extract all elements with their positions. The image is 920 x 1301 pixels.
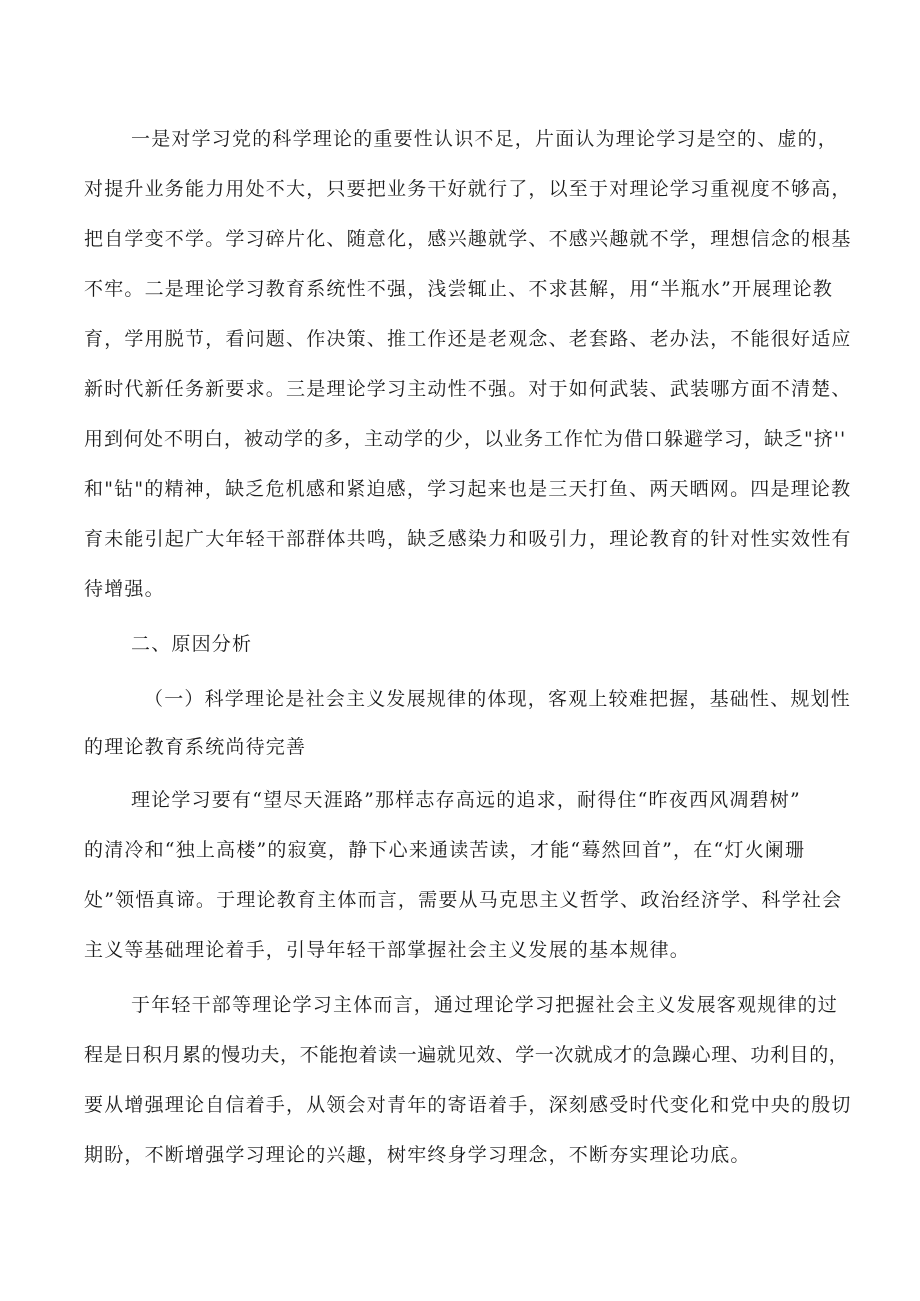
paragraph-1-line-2: 对提升业务能力用处不大，只要把业务干好就行了，以至于对理论学习重视度不够高， <box>84 178 852 200</box>
paragraph-3-line-3: 要从增强理论自信着手，从领会对青年的寄语着手，深刻感受时代变化和党中央的殷切 <box>84 1094 852 1116</box>
paragraph-1-line-4: 不牢。二是理论学习教育系统性不强，浅尝辄止、不求甚解，用“半瓶水”开展理论教 <box>84 278 834 300</box>
paragraph-1-line-1: 一是对学习党的科学理论的重要性认识不足，片面认为理论学习是空的、虚的， <box>131 128 839 150</box>
paragraph-3-line-2: 程是日积月累的慢功夫，不能抱着读一遍就见效、学一次就成才的急躁心理、功利目的， <box>84 1044 849 1066</box>
subheading-1-line-1: （一）科学理论是社会主义发展规律的体现，客观上较难把握，基础性、规划性 <box>144 688 852 710</box>
subheading-1-line-2: 的理论教育系统尚待完善 <box>84 736 307 758</box>
paragraph-3-line-1: 于年轻干部等理论学习主体而言，通过理论学习把握社会主义发展客观规律的过 <box>131 994 839 1016</box>
paragraph-1-line-6: 新时代新任务新要求。三是理论学习主动性不强。对于如何武装、武装哪方面不清楚、 <box>84 378 852 400</box>
paragraph-1-line-9: 育未能引起广大年轻干部群体共鸣，缺乏感染力和吸引力，理论教育的针对性实效性有 <box>84 528 852 550</box>
paragraph-1-line-3: 把自学变不学。学习碎片化、随意化，感兴趣就学、不感兴趣就不学，理想信念的根基 <box>84 228 852 250</box>
paragraph-1-line-8: 和"钻"的精神，缺乏危机感和紧迫感，学习起来也是三天打鱼、两天晒网。四是理论教 <box>84 478 852 500</box>
paragraph-3-line-4: 期盼，不断增强学习理论的兴趣，树牢终身学习理念，不断夯实理论功底。 <box>84 1144 751 1166</box>
paragraph-1-line-10: 待增强。 <box>84 578 165 600</box>
paragraph-2-line-3: 处”领悟真谛。于理论教育主体而言，需要从马克思主义哲学、政治经济学、科学社会 <box>84 889 843 911</box>
paragraph-2-line-2: 的清冷和“独上高楼”的寂寞，静下心来通读苦读，才能“蓦然回首”，在“灯火阑珊 <box>84 839 806 861</box>
paragraph-1-line-5: 育，学用脱节，看问题、作决策、推工作还是老观念、老套路、老办法，不能很好适应 <box>84 328 852 350</box>
paragraph-1-line-7: 用到何处不明白，被动学的多，主动学的少，以业务工作忙为借口躲避学习，缺乏"挤'' <box>84 428 847 450</box>
paragraph-2-line-1: 理论学习要有“望尽天涯路”那样志存高远的追求，耐得住“昨夜西风凋碧树” <box>131 789 801 811</box>
paragraph-2-line-4: 主义等基础理论着手，引导年轻干部掌握社会主义发展的基本规律。 <box>84 939 691 961</box>
section-heading: 二、原因分析 <box>131 633 253 655</box>
